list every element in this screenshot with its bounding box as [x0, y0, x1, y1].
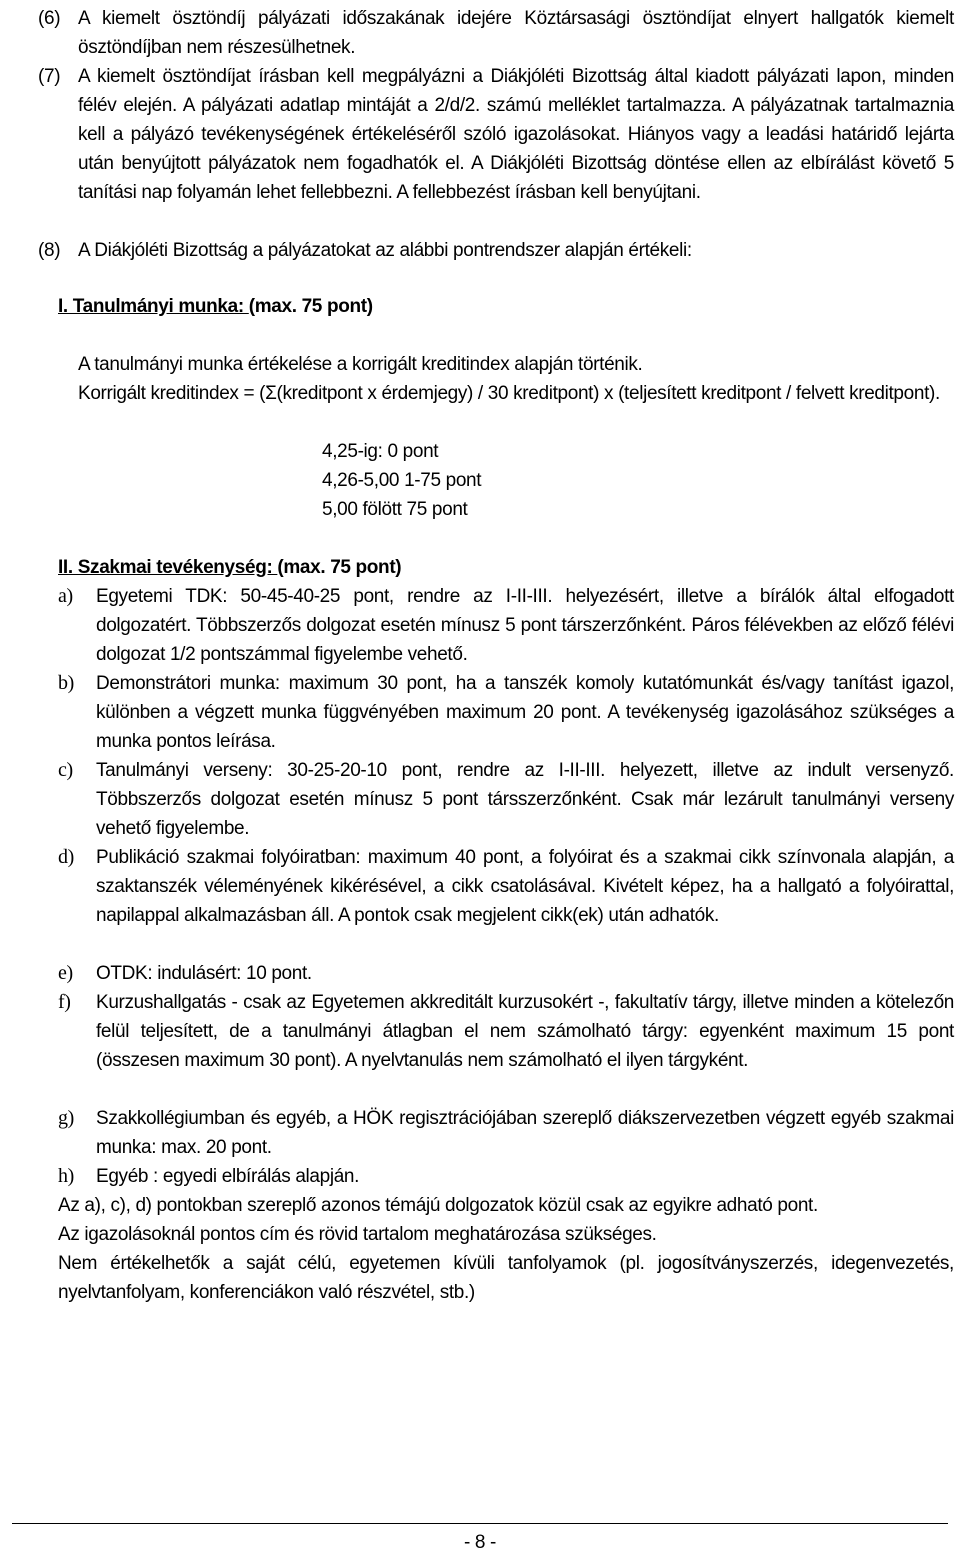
list-item-a	[58, 582, 954, 669]
paragraph-text: A kiemelt ösztöndíjat írásban kell megpályázni a Diákjóléti Bizottság által kiadott pályázati lapon, minden félév elején. A pályázati adatlap mintáját a 2/d/2. számú melléklet tartalmazza. A pályázatnak tartalmaznia kell a pályázó tevékenységének értékeléséről szóló igazolásokat. Hiányos vagy a leadási határidő lejárta után benyújtott pályázatok nem fogadhatók el. A Diákjóléti Bizottság döntése ellen az elbírálást követő 5 tanítási nap folyamán lehet fellebbezni. A fellebbezést írásban kell benyújtani.	[78, 66, 954, 203]
section-max-points: (max. 75 pont)	[248, 296, 373, 317]
list-item-c	[58, 756, 954, 843]
list-item-text: OTDK: indulásért: 10 pont.	[96, 963, 312, 984]
section-title: II. Szakmai tevékenység:	[58, 557, 278, 578]
list-item-text: Szakkollégiumban és egyéb, a HÖK regisztrációjában szereplő diákszervezetben végzett egyéb szakmai munka: max. 20 pont.	[96, 1108, 954, 1158]
score-row-3: 5,00 fölött 75 pont	[322, 499, 468, 520]
paragraph-number: (6)	[38, 8, 61, 29]
list-item-b	[58, 669, 954, 756]
footer-rule	[12, 1523, 948, 1524]
list-item-d	[58, 843, 954, 930]
section-heading-1	[58, 292, 373, 321]
paragraph-text: A Diákjóléti Bizottság a pályázatokat az alábbi pontrendszer alapján értékeli:	[78, 240, 692, 261]
list-item-letter: e)	[58, 962, 73, 984]
paragraph-8	[38, 236, 954, 265]
paragraph-number: (8)	[38, 240, 61, 261]
page-number: - 8 -	[463, 1532, 497, 1553]
section-1-formula: Korrigált kreditindex = (Σ(kreditpont x érdemjegy) / 30 kreditpont) x (teljesített kreditpont / felvett kreditpont).	[78, 383, 940, 404]
list-item-letter: a)	[58, 585, 73, 607]
list-item-text: Egyetemi TDK: 50-45-40-25 pont, rendre az I-II-III. helyezésért, illetve a bírálók által elfogadott dolgozatért. Többszerzős dolgozat esetén mínusz 5 pont társzerzőnként. Páros félévekben az előző félévi dolgozat 1/2 pontszámmal figyelembe vehető.	[96, 586, 954, 665]
section-title: I. Tanulmányi munka:	[58, 296, 249, 317]
paragraph-text: A kiemelt ösztöndíj pályázati időszakának idejére Köztársasági ösztöndíjat elnyert hallgatók kiemelt ösztöndíjban nem részesülhetnek.	[78, 8, 954, 58]
list-item-e	[58, 959, 954, 988]
section-1-line-1: A tanulmányi munka értékelése a korrigált kreditindex alapján történik.	[78, 354, 643, 375]
closing-note-1: Az a), c), d) pontokban szereplő azonos témájú dolgozatok közül csak az egyikre adható pont.	[58, 1195, 818, 1216]
list-item-letter: b)	[58, 672, 74, 694]
paragraph-number: (7)	[38, 66, 61, 87]
paragraph-7	[38, 62, 954, 207]
list-item-text: Publikáció szakmai folyóiratban: maximum 40 pont, a folyóirat és a szakmai cikk színvonala alapján, a szaktanszék véleményének kikérésével, a cikk csatolásával. Kivételt képez, ha a hallgató a folyóirattal, napilappal alkalmazásban áll. A pontok csak megjelent cikk(ek) után adhatók.	[96, 847, 954, 926]
list-item-text: Tanulmányi verseny: 30-25-20-10 pont, rendre az I-II-III. helyezett, illetve az indult versenyző. Többszerzős dolgozat esetén mínusz 5 pont társszerzőnként. Csak már lezárult tanulmányi verseny vehető figyelembe.	[96, 760, 954, 839]
section-heading-2	[58, 553, 401, 582]
list-item-letter: f)	[58, 991, 71, 1013]
list-item-letter: d)	[58, 846, 74, 868]
paragraph-6	[38, 4, 954, 62]
list-item-f	[58, 988, 954, 1075]
list-item-text: Egyéb : egyedi elbírálás alapján.	[96, 1166, 360, 1187]
list-item-text: Kurzushallgatás - csak az Egyetemen akkreditált kurzusokért -, fakultatív tárgy, illetve minden a kötelezőn felül teljesített, de a tanulmányi átlagban el nem számolható tárgy: egyenként maximum 15 pont (összesen maximum 30 pont). A nyelvtanulás nem számolható el ilyen tárgyként.	[96, 992, 954, 1071]
closing-note-3: Nem értékelhetők a saját célú, egyetemen kívüli tanfolyamok (pl. jogosítványszerzés, idegenvezetés, nyelvtanfolyam, konferenciákon való részvétel, stb.)	[58, 1253, 954, 1303]
list-item-letter: c)	[58, 759, 73, 781]
score-row-1: 4,25-ig: 0 pont	[322, 441, 439, 462]
list-item-text: Demonstrátori munka: maximum 30 pont, ha a tanszék komoly kutatómunkát és/vagy tanítást igazol, különben a végzett munka függvényében maximum 20 pont. A tevékenység igazolásához szükséges a munka pontos leírása.	[96, 673, 954, 752]
closing-note-2: Az igazolásoknál pontos cím és rövid tartalom meghatározása szükséges.	[58, 1224, 657, 1245]
section-max-points: (max. 75 pont)	[277, 557, 402, 578]
list-item-g	[58, 1104, 954, 1162]
score-row-2: 4,26-5,00 1-75 pont	[322, 470, 482, 491]
list-item-letter: g)	[58, 1107, 74, 1129]
list-item-letter: h)	[58, 1165, 74, 1187]
list-item-h	[58, 1162, 954, 1191]
